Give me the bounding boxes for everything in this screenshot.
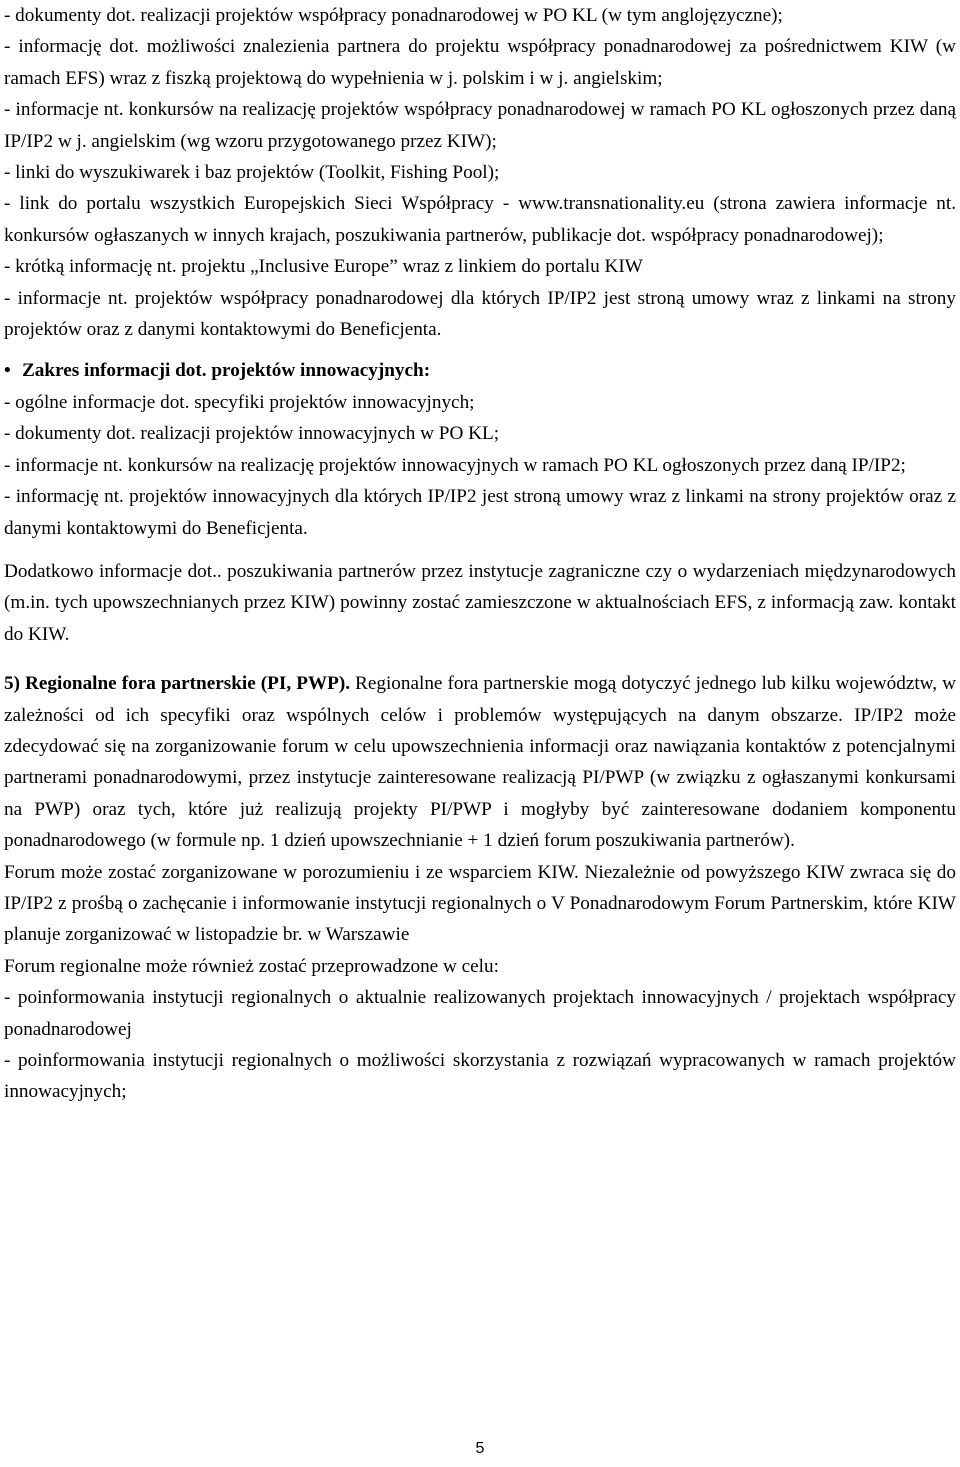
section-5-text: Regionalne fora partnerskie mogą dotyczyć jednego lub kilku województw, w zależności od ich specyfiki oraz wspólnych celów i problemów występujących na danym obszarze. IP/IP2 może zdecydować się na zorganizowanie forum w celu upowszechnienia informacji oraz nawiązania kontaktów z potencjalnymi partnerami ponadnarodowymi, przez instytucje zainteresowane realizacją PI/PWP (w związku z ogłaszanymi konkursami na PWP) oraz tych, które już realizują projekty PI/PWP i mogłyby być zainteresowane dodaniem komponentu ponadnarodowego (w formule np. 1 dzień upowszechnianie + 1 dzień forum poszukiwania partnerów). xyxy=(4,673,956,852)
list-item: - link do portalu wszystkich Europejskich Sieci Współpracy - www.transnationality.eu (strona zawiera informacje nt. konkursów ogłaszanych w innych krajach, poszukiwania partnerów, publikacje dot. współpracy ponadnarodowej); xyxy=(4,193,956,246)
page-number: 5 xyxy=(475,1440,485,1457)
additional-info-paragraph: Dodatkowo informacje dot.. poszukiwania partnerów przez instytucje zagraniczne czy o wydarzeniach międzynarodowych (m.in. tych upowszechnianych przez KIW) powinny zostać zamieszczone w aktualnościach EFS, z informacją zaw. kontakt do KIW. xyxy=(4,560,956,645)
list-item: - krótką informację nt. projektu „Inclusive Europe” wraz z linkiem do portalu KIW xyxy=(4,256,643,278)
innovation-heading-line xyxy=(4,355,956,386)
section-5 xyxy=(4,668,956,1108)
partnership-info-list xyxy=(4,0,956,345)
section-heading: 5) Regionalne fora partnerskie (PI, PWP). xyxy=(4,673,351,695)
document-page xyxy=(4,0,956,1108)
list-item: - poinformowania instytucji regionalnych o aktualnie realizowanych projektach innowacyjnych / projektach współpracy ponadnarodowej xyxy=(4,987,956,1040)
section-heading: Zakres informacji dot. projektów innowacyjnych: xyxy=(22,360,431,382)
list-item: - dokumenty dot. realizacji projektów innowacyjnych w PO KL; xyxy=(4,423,500,445)
list-item: - dokumenty dot. realizacji projektów współpracy ponadnarodowej w PO KL (w tym anglojęzyczne); xyxy=(4,5,783,26)
list-item: - informację dot. możliwości znalezienia partnera do projektu współpracy ponadnarodowej za pośrednictwem KIW (w ramach EFS) wraz z fiszką projektową do wypełnienia w j. polskim i w j. angielskim; xyxy=(4,36,956,89)
list-item: - linki do wyszukiwarek i baz projektów (Toolkit, Fishing Pool); xyxy=(4,162,500,184)
list-item: - informacje nt. projektów współpracy ponadnarodowej dla których IP/IP2 jest stroną umowy wraz z linkami na strony projektów oraz z danymi kontaktowymi do Beneficjenta. xyxy=(4,287,956,341)
section-5-intro xyxy=(4,668,956,856)
list-item: - informacje nt. konkursów na realizację projektów współpracy ponadnarodowej w ramach PO KL ogłoszonych przez daną IP/IP2 w j. angielskim (wg wzoru przygotowanego przez KIW); xyxy=(4,99,956,152)
forum-purpose-intro: Forum regionalne może również zostać przeprowadzone w celu: xyxy=(4,955,499,977)
forum-paragraph: Forum może zostać zorganizowane w porozumieniu i ze wsparciem KIW. Niezależnie od powyższego KIW zwraca się do IP/IP2 z prośbą o zachęcanie i informowanie instytucji regionalnych o V Ponadnarodowym Forum Partnerskim, które KIW planuje zorganizować w listopadzie br. w Warszawie xyxy=(4,861,956,946)
list-item: - informacje nt. konkursów na realizację projektów innowacyjnych w ramach PO KL ogłoszonych przez daną IP/IP2; xyxy=(4,454,906,476)
innovation-section xyxy=(4,355,956,543)
list-item: - ogólne informacje dot. specyfiki projektów innowacyjnych; xyxy=(4,391,475,413)
bullet-icon: • xyxy=(4,360,11,382)
list-item: - poinformowania instytucji regionalnych o możliwości skorzystania z rozwiązań wypracowanych w ramach projektów innowacyjnych; xyxy=(4,1050,956,1103)
list-item: - informację nt. projektów innowacyjnych dla których IP/IP2 jest stroną umowy wraz z linkami na strony projektów oraz z danymi kontaktowymi do Beneficjenta. xyxy=(4,486,956,539)
